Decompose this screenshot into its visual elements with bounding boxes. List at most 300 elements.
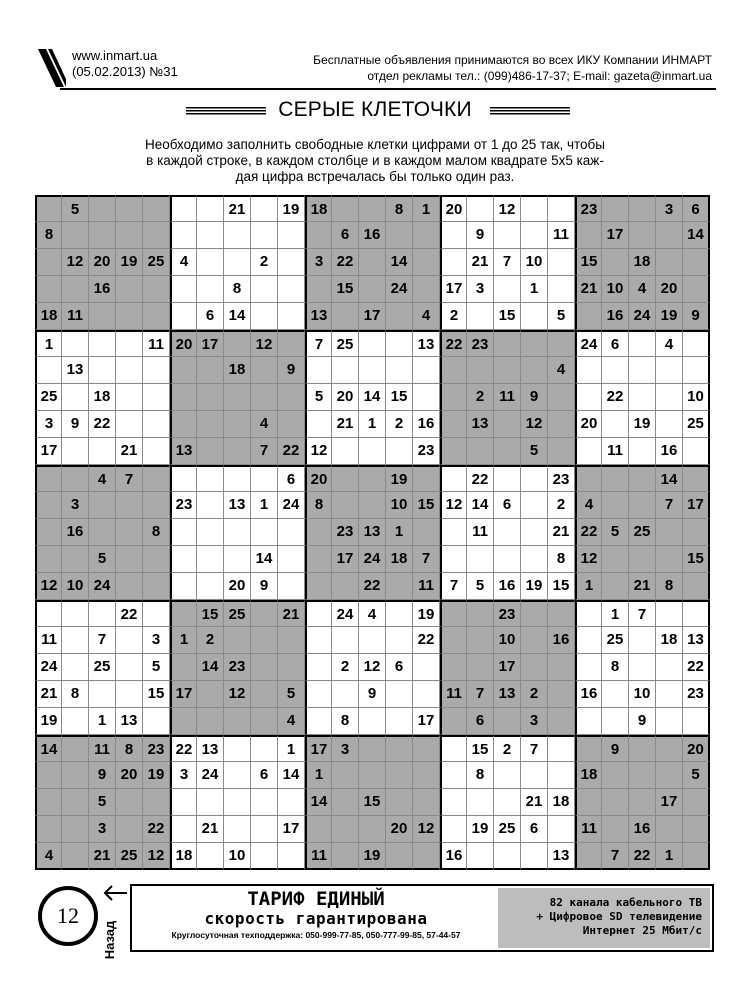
grid-cell[interactable]: 15	[197, 600, 224, 627]
grid-cell[interactable]	[494, 708, 521, 735]
grid-cell[interactable]: 1	[251, 492, 278, 519]
grid-cell[interactable]: 1	[521, 276, 548, 303]
grid-cell[interactable]	[170, 411, 197, 438]
grid-cell[interactable]: 11	[62, 303, 89, 330]
grid-cell[interactable]: 7	[89, 627, 116, 654]
grid-cell[interactable]: 22	[332, 249, 359, 276]
grid-cell[interactable]	[170, 465, 197, 492]
grid-cell[interactable]: 7	[116, 465, 143, 492]
grid-cell[interactable]: 12	[413, 816, 440, 843]
grid-cell[interactable]	[332, 627, 359, 654]
grid-cell[interactable]	[602, 708, 629, 735]
grid-cell[interactable]: 8	[332, 708, 359, 735]
grid-cell[interactable]	[629, 384, 656, 411]
grid-cell[interactable]	[521, 546, 548, 573]
grid-cell[interactable]	[656, 519, 683, 546]
grid-cell[interactable]: 1	[305, 762, 332, 789]
grid-cell[interactable]: 13	[494, 681, 521, 708]
grid-cell[interactable]: 12	[494, 195, 521, 222]
grid-cell[interactable]	[467, 843, 494, 870]
grid-cell[interactable]: 24	[575, 330, 602, 357]
grid-cell[interactable]	[89, 600, 116, 627]
grid-cell[interactable]	[683, 438, 710, 465]
grid-cell[interactable]	[116, 303, 143, 330]
grid-cell[interactable]	[224, 249, 251, 276]
grid-cell[interactable]	[197, 276, 224, 303]
grid-cell[interactable]	[35, 276, 62, 303]
grid-cell[interactable]	[251, 816, 278, 843]
grid-cell[interactable]: 21	[467, 249, 494, 276]
grid-cell[interactable]	[683, 600, 710, 627]
grid-cell[interactable]	[440, 438, 467, 465]
grid-cell[interactable]: 6	[251, 762, 278, 789]
grid-cell[interactable]: 4	[170, 249, 197, 276]
grid-cell[interactable]	[683, 519, 710, 546]
grid-cell[interactable]: 22	[413, 627, 440, 654]
grid-cell[interactable]	[143, 789, 170, 816]
grid-cell[interactable]: 17	[35, 438, 62, 465]
grid-cell[interactable]: 4	[548, 357, 575, 384]
grid-cell[interactable]	[143, 303, 170, 330]
grid-cell[interactable]: 15	[143, 681, 170, 708]
grid-cell[interactable]: 18	[656, 627, 683, 654]
grid-cell[interactable]	[197, 519, 224, 546]
grid-cell[interactable]: 15	[548, 573, 575, 600]
grid-cell[interactable]: 4	[575, 492, 602, 519]
grid-cell[interactable]	[440, 600, 467, 627]
grid-cell[interactable]: 17	[278, 816, 305, 843]
grid-cell[interactable]: 10	[494, 627, 521, 654]
grid-cell[interactable]: 17	[656, 789, 683, 816]
grid-cell[interactable]: 6	[602, 330, 629, 357]
grid-cell[interactable]	[575, 303, 602, 330]
grid-cell[interactable]: 9	[62, 411, 89, 438]
grid-cell[interactable]	[251, 654, 278, 681]
grid-cell[interactable]	[35, 546, 62, 573]
grid-cell[interactable]	[413, 843, 440, 870]
grid-cell[interactable]	[494, 789, 521, 816]
grid-cell[interactable]	[683, 276, 710, 303]
grid-cell[interactable]	[548, 708, 575, 735]
grid-cell[interactable]	[251, 681, 278, 708]
grid-cell[interactable]	[575, 654, 602, 681]
grid-cell[interactable]	[629, 195, 656, 222]
grid-cell[interactable]: 13	[62, 357, 89, 384]
grid-cell[interactable]	[548, 411, 575, 438]
grid-cell[interactable]: 22	[467, 465, 494, 492]
grid-cell[interactable]	[386, 708, 413, 735]
grid-cell[interactable]	[332, 357, 359, 384]
grid-cell[interactable]	[116, 195, 143, 222]
grid-cell[interactable]: 11	[467, 519, 494, 546]
grid-cell[interactable]: 17	[494, 654, 521, 681]
grid-cell[interactable]: 19	[143, 762, 170, 789]
grid-cell[interactable]: 19	[116, 249, 143, 276]
grid-cell[interactable]	[305, 411, 332, 438]
grid-cell[interactable]: 13	[359, 519, 386, 546]
grid-cell[interactable]: 16	[89, 276, 116, 303]
grid-cell[interactable]	[629, 627, 656, 654]
grid-cell[interactable]: 13	[683, 627, 710, 654]
grid-cell[interactable]	[89, 222, 116, 249]
grid-cell[interactable]	[575, 627, 602, 654]
grid-cell[interactable]: 8	[62, 681, 89, 708]
grid-cell[interactable]: 14	[656, 465, 683, 492]
grid-cell[interactable]	[521, 357, 548, 384]
grid-cell[interactable]	[116, 519, 143, 546]
grid-cell[interactable]: 12	[143, 843, 170, 870]
grid-cell[interactable]: 11	[89, 735, 116, 762]
grid-cell[interactable]	[467, 546, 494, 573]
grid-cell[interactable]: 14	[35, 735, 62, 762]
arrow-left-icon[interactable]	[102, 883, 128, 903]
grid-cell[interactable]: 19	[386, 465, 413, 492]
grid-cell[interactable]: 5	[305, 384, 332, 411]
grid-cell[interactable]	[602, 249, 629, 276]
grid-cell[interactable]: 10	[224, 843, 251, 870]
grid-cell[interactable]: 18	[35, 303, 62, 330]
grid-cell[interactable]	[305, 708, 332, 735]
grid-cell[interactable]: 16	[575, 681, 602, 708]
grid-cell[interactable]	[332, 465, 359, 492]
grid-cell[interactable]: 14	[224, 303, 251, 330]
grid-cell[interactable]	[575, 357, 602, 384]
grid-cell[interactable]	[467, 357, 494, 384]
grid-cell[interactable]	[440, 384, 467, 411]
grid-cell[interactable]	[116, 573, 143, 600]
grid-cell[interactable]: 25	[143, 249, 170, 276]
grid-cell[interactable]	[170, 654, 197, 681]
grid-cell[interactable]: 22	[602, 384, 629, 411]
grid-cell[interactable]	[386, 222, 413, 249]
grid-cell[interactable]	[62, 789, 89, 816]
grid-cell[interactable]	[629, 546, 656, 573]
grid-cell[interactable]: 13	[305, 303, 332, 330]
grid-cell[interactable]: 7	[467, 681, 494, 708]
grid-cell[interactable]: 13	[224, 492, 251, 519]
grid-cell[interactable]: 10	[62, 573, 89, 600]
grid-cell[interactable]: 10	[629, 681, 656, 708]
grid-cell[interactable]: 25	[494, 816, 521, 843]
grid-cell[interactable]: 25	[116, 843, 143, 870]
grid-cell[interactable]	[62, 654, 89, 681]
grid-cell[interactable]	[251, 465, 278, 492]
grid-cell[interactable]	[251, 195, 278, 222]
grid-cell[interactable]: 21	[89, 843, 116, 870]
grid-cell[interactable]: 14	[683, 222, 710, 249]
grid-cell[interactable]	[224, 735, 251, 762]
grid-cell[interactable]	[224, 708, 251, 735]
grid-cell[interactable]	[440, 249, 467, 276]
grid-cell[interactable]: 13	[413, 330, 440, 357]
grid-cell[interactable]: 7	[656, 492, 683, 519]
grid-cell[interactable]	[386, 600, 413, 627]
grid-cell[interactable]	[548, 384, 575, 411]
grid-cell[interactable]	[440, 519, 467, 546]
grid-cell[interactable]	[440, 546, 467, 573]
grid-cell[interactable]	[440, 627, 467, 654]
grid-cell[interactable]	[278, 411, 305, 438]
grid-cell[interactable]	[359, 762, 386, 789]
grid-cell[interactable]	[575, 222, 602, 249]
grid-cell[interactable]: 18	[305, 195, 332, 222]
grid-cell[interactable]	[548, 735, 575, 762]
grid-cell[interactable]: 21	[332, 411, 359, 438]
grid-cell[interactable]	[602, 357, 629, 384]
grid-cell[interactable]	[359, 816, 386, 843]
grid-cell[interactable]	[332, 843, 359, 870]
grid-cell[interactable]: 4	[278, 708, 305, 735]
grid-cell[interactable]: 22	[575, 519, 602, 546]
grid-cell[interactable]	[170, 357, 197, 384]
grid-cell[interactable]	[440, 735, 467, 762]
grid-cell[interactable]	[575, 789, 602, 816]
grid-cell[interactable]: 24	[386, 276, 413, 303]
grid-cell[interactable]	[359, 465, 386, 492]
grid-cell[interactable]	[629, 357, 656, 384]
grid-cell[interactable]: 17	[305, 735, 332, 762]
grid-cell[interactable]: 7	[521, 735, 548, 762]
grid-cell[interactable]	[35, 816, 62, 843]
grid-cell[interactable]	[494, 357, 521, 384]
grid-cell[interactable]: 1	[413, 195, 440, 222]
grid-cell[interactable]	[35, 357, 62, 384]
grid-cell[interactable]	[494, 222, 521, 249]
grid-cell[interactable]	[386, 735, 413, 762]
grid-cell[interactable]	[278, 276, 305, 303]
grid-cell[interactable]: 21	[278, 600, 305, 627]
grid-cell[interactable]: 15	[683, 546, 710, 573]
grid-cell[interactable]	[521, 627, 548, 654]
grid-cell[interactable]	[386, 843, 413, 870]
grid-cell[interactable]	[656, 600, 683, 627]
grid-cell[interactable]	[278, 330, 305, 357]
grid-cell[interactable]: 18	[629, 249, 656, 276]
grid-cell[interactable]	[683, 465, 710, 492]
grid-cell[interactable]	[89, 195, 116, 222]
grid-cell[interactable]	[143, 438, 170, 465]
grid-cell[interactable]	[35, 249, 62, 276]
grid-cell[interactable]	[332, 762, 359, 789]
grid-cell[interactable]	[62, 600, 89, 627]
grid-cell[interactable]	[602, 681, 629, 708]
grid-cell[interactable]	[683, 708, 710, 735]
grid-cell[interactable]	[197, 384, 224, 411]
grid-cell[interactable]: 11	[305, 843, 332, 870]
grid-cell[interactable]	[332, 303, 359, 330]
grid-cell[interactable]	[197, 573, 224, 600]
grid-cell[interactable]	[143, 492, 170, 519]
grid-cell[interactable]	[440, 654, 467, 681]
grid-cell[interactable]	[386, 573, 413, 600]
grid-cell[interactable]: 21	[629, 573, 656, 600]
grid-cell[interactable]	[89, 303, 116, 330]
grid-cell[interactable]	[656, 735, 683, 762]
grid-cell[interactable]	[143, 411, 170, 438]
grid-cell[interactable]	[224, 438, 251, 465]
grid-cell[interactable]	[413, 357, 440, 384]
grid-cell[interactable]	[467, 654, 494, 681]
grid-cell[interactable]: 11	[413, 573, 440, 600]
grid-cell[interactable]	[602, 789, 629, 816]
grid-cell[interactable]	[386, 438, 413, 465]
grid-cell[interactable]: 9	[278, 357, 305, 384]
grid-cell[interactable]	[548, 600, 575, 627]
grid-cell[interactable]: 14	[305, 789, 332, 816]
grid-cell[interactable]	[413, 735, 440, 762]
grid-cell[interactable]: 16	[629, 816, 656, 843]
grid-cell[interactable]	[359, 330, 386, 357]
grid-cell[interactable]	[251, 276, 278, 303]
grid-cell[interactable]	[116, 681, 143, 708]
grid-cell[interactable]	[332, 789, 359, 816]
grid-cell[interactable]	[197, 411, 224, 438]
grid-cell[interactable]: 20	[116, 762, 143, 789]
grid-cell[interactable]	[143, 600, 170, 627]
grid-cell[interactable]	[656, 357, 683, 384]
grid-cell[interactable]	[521, 465, 548, 492]
grid-cell[interactable]: 23	[332, 519, 359, 546]
grid-cell[interactable]	[548, 654, 575, 681]
grid-cell[interactable]: 11	[494, 384, 521, 411]
grid-cell[interactable]	[629, 654, 656, 681]
grid-cell[interactable]	[548, 330, 575, 357]
grid-cell[interactable]	[62, 276, 89, 303]
grid-cell[interactable]: 23	[467, 330, 494, 357]
grid-cell[interactable]: 12	[305, 438, 332, 465]
grid-cell[interactable]: 5	[278, 681, 305, 708]
grid-cell[interactable]: 3	[35, 411, 62, 438]
grid-cell[interactable]: 17	[197, 330, 224, 357]
grid-cell[interactable]	[440, 708, 467, 735]
grid-cell[interactable]: 3	[467, 276, 494, 303]
grid-cell[interactable]	[656, 411, 683, 438]
grid-cell[interactable]: 10	[683, 384, 710, 411]
grid-cell[interactable]	[143, 573, 170, 600]
grid-cell[interactable]	[35, 600, 62, 627]
grid-cell[interactable]: 13	[197, 735, 224, 762]
grid-cell[interactable]	[251, 843, 278, 870]
grid-cell[interactable]	[548, 681, 575, 708]
grid-cell[interactable]: 14	[197, 654, 224, 681]
grid-cell[interactable]	[305, 681, 332, 708]
grid-cell[interactable]: 19	[656, 303, 683, 330]
grid-cell[interactable]	[602, 195, 629, 222]
grid-cell[interactable]	[224, 816, 251, 843]
grid-cell[interactable]	[197, 465, 224, 492]
grid-cell[interactable]: 19	[35, 708, 62, 735]
grid-cell[interactable]: 8	[143, 519, 170, 546]
grid-cell[interactable]	[548, 276, 575, 303]
grid-cell[interactable]	[440, 789, 467, 816]
grid-cell[interactable]	[413, 681, 440, 708]
grid-cell[interactable]: 23	[575, 195, 602, 222]
grid-cell[interactable]: 21	[521, 789, 548, 816]
grid-cell[interactable]: 10	[521, 249, 548, 276]
grid-cell[interactable]	[359, 276, 386, 303]
grid-cell[interactable]	[602, 762, 629, 789]
grid-cell[interactable]: 25	[629, 519, 656, 546]
grid-cell[interactable]: 7	[440, 573, 467, 600]
grid-cell[interactable]	[332, 573, 359, 600]
grid-cell[interactable]: 20	[89, 249, 116, 276]
grid-cell[interactable]	[521, 519, 548, 546]
grid-cell[interactable]	[62, 708, 89, 735]
grid-cell[interactable]: 22	[170, 735, 197, 762]
grid-cell[interactable]	[278, 546, 305, 573]
grid-cell[interactable]: 9	[359, 681, 386, 708]
grid-cell[interactable]	[35, 789, 62, 816]
grid-cell[interactable]	[440, 816, 467, 843]
grid-cell[interactable]	[683, 843, 710, 870]
grid-cell[interactable]	[278, 249, 305, 276]
grid-cell[interactable]	[224, 546, 251, 573]
grid-cell[interactable]: 3	[89, 816, 116, 843]
grid-cell[interactable]: 20	[575, 411, 602, 438]
grid-cell[interactable]	[305, 573, 332, 600]
grid-cell[interactable]	[521, 762, 548, 789]
grid-cell[interactable]	[548, 762, 575, 789]
grid-cell[interactable]	[467, 600, 494, 627]
grid-cell[interactable]: 1	[359, 411, 386, 438]
grid-cell[interactable]: 14	[359, 384, 386, 411]
grid-cell[interactable]: 22	[440, 330, 467, 357]
grid-cell[interactable]	[413, 762, 440, 789]
grid-cell[interactable]: 9	[521, 384, 548, 411]
grid-cell[interactable]: 6	[197, 303, 224, 330]
grid-cell[interactable]	[359, 492, 386, 519]
grid-cell[interactable]	[656, 681, 683, 708]
grid-cell[interactable]: 8	[602, 654, 629, 681]
grid-cell[interactable]	[413, 789, 440, 816]
grid-cell[interactable]: 5	[602, 519, 629, 546]
grid-cell[interactable]	[359, 438, 386, 465]
grid-cell[interactable]: 13	[170, 438, 197, 465]
grid-cell[interactable]: 14	[467, 492, 494, 519]
grid-cell[interactable]: 9	[89, 762, 116, 789]
grid-cell[interactable]: 4	[89, 465, 116, 492]
grid-cell[interactable]	[35, 492, 62, 519]
grid-cell[interactable]	[359, 357, 386, 384]
grid-cell[interactable]	[224, 384, 251, 411]
grid-cell[interactable]	[494, 762, 521, 789]
grid-cell[interactable]: 24	[89, 573, 116, 600]
grid-cell[interactable]: 24	[35, 654, 62, 681]
grid-cell[interactable]: 10	[602, 276, 629, 303]
grid-cell[interactable]: 19	[521, 573, 548, 600]
grid-cell[interactable]	[197, 546, 224, 573]
grid-cell[interactable]: 22	[359, 573, 386, 600]
grid-cell[interactable]: 18	[224, 357, 251, 384]
grid-cell[interactable]: 14	[251, 546, 278, 573]
grid-cell[interactable]	[143, 195, 170, 222]
grid-cell[interactable]: 5	[467, 573, 494, 600]
grid-cell[interactable]: 6	[521, 816, 548, 843]
grid-cell[interactable]: 4	[413, 303, 440, 330]
grid-cell[interactable]	[62, 546, 89, 573]
grid-cell[interactable]	[170, 276, 197, 303]
grid-cell[interactable]	[494, 411, 521, 438]
grid-cell[interactable]: 18	[548, 789, 575, 816]
grid-cell[interactable]	[62, 762, 89, 789]
grid-cell[interactable]: 17	[170, 681, 197, 708]
grid-cell[interactable]: 14	[386, 249, 413, 276]
grid-cell[interactable]	[332, 492, 359, 519]
grid-cell[interactable]	[305, 546, 332, 573]
grid-cell[interactable]: 8	[116, 735, 143, 762]
grid-cell[interactable]: 3	[521, 708, 548, 735]
grid-cell[interactable]: 25	[683, 411, 710, 438]
